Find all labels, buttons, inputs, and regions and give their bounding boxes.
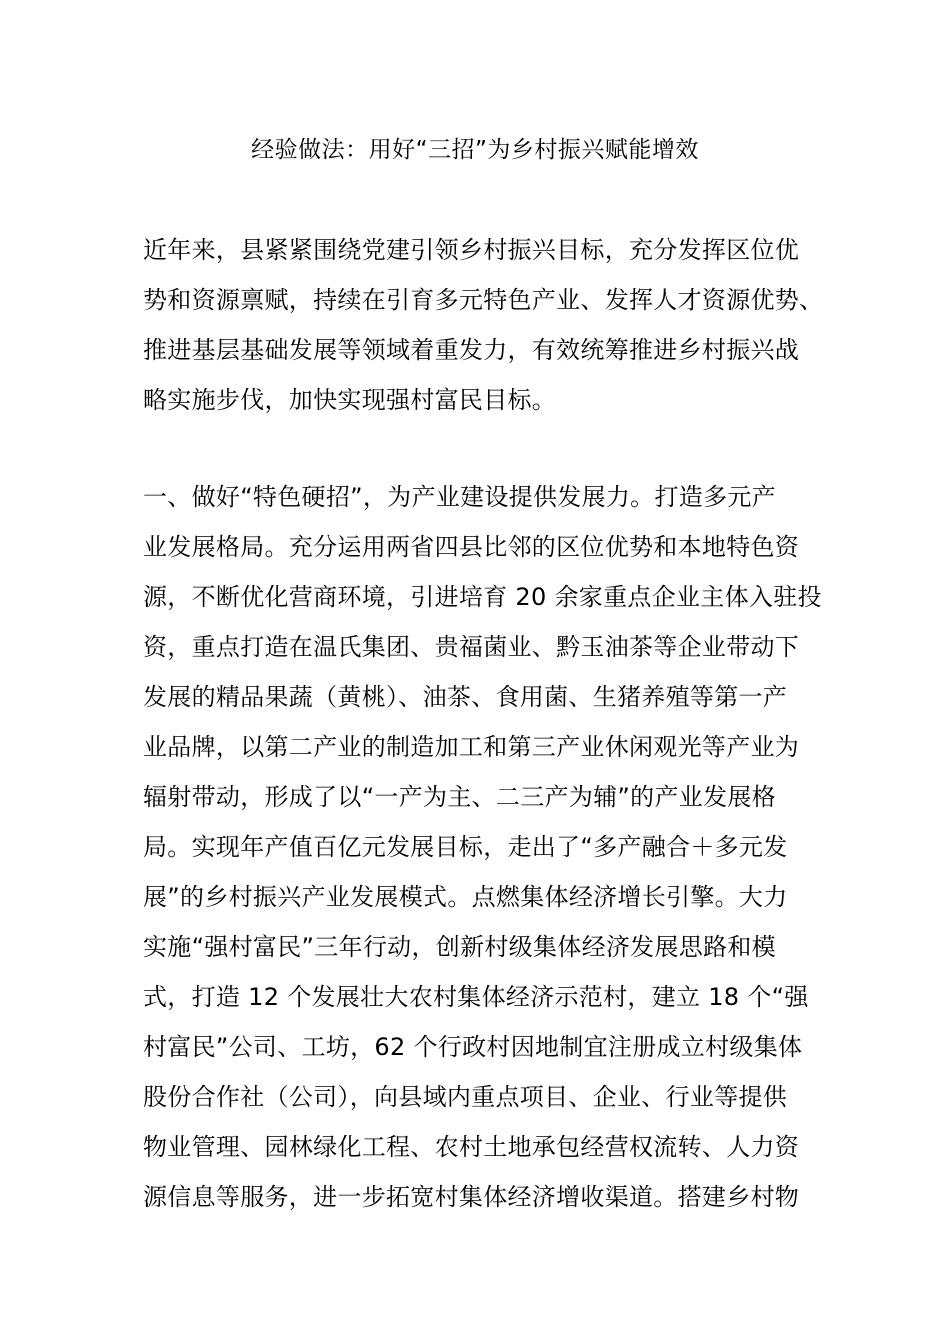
section-one-paragraph [143, 472, 823, 1222]
text-line: 展”的乡村振兴产业发展模式。点燃集体经济增长引擎。大力 [143, 883, 788, 911]
text-line: 近年来，县紧紧围绕党建引领乡村振兴目标，充分发挥区位优 [143, 236, 800, 264]
text-line: 业发展格局。充分运用两省四县比邻的区位优势和本地特色资 [143, 533, 800, 561]
text-line: 业品牌，以第二产业的制造加工和第三产业休闲观光等产业为 [143, 733, 800, 761]
text-line: 实施“强村富民”三年行动，创新村级集体经济发展思路和模 [143, 933, 776, 961]
document-title: 经验做法：用好“三招”为乡村振兴赋能增效 [251, 137, 699, 163]
text-line: 推进基层基础发展等领域着重发力，有效统筹推进乡村振兴战 [143, 336, 800, 364]
text-line: 局。实现年产值百亿元发展目标，走出了“多产融合＋多元发 [143, 833, 788, 861]
text-line: 势和资源禀赋，持续在引育多元特色产业、发挥人才资源优势、 [143, 286, 824, 314]
text-line: 略实施步伐，加快实现强村富民目标。 [143, 386, 557, 414]
text-line: 发展的精品果蔬（黄桃）、油茶、食用菌、生猪养殖等第一产 [143, 683, 788, 711]
text-line: 一、做好“特色硬招”，为产业建设提供发展力。打造多元产 [143, 483, 776, 511]
intro-paragraph [143, 225, 823, 425]
text-line: 村富民”公司、工坊，62 个行政村因地制宜注册成立村级集体 [143, 1033, 803, 1061]
text-line: 式，打造 12 个发展壮大农村集体经济示范村，建立 18 个“强 [143, 983, 809, 1011]
text-line: 资，重点打造在温氏集团、贵福菌业、黔玉油茶等企业带动下 [143, 633, 800, 661]
text-line: 源，不断优化营商环境，引进培育 20 余家重点企业主体入驻投 [143, 583, 822, 611]
text-line: 源信息等服务，进一步拓宽村集体经济增收渠道。搭建乡村物 [143, 1183, 800, 1211]
text-line: 物业管理、园林绿化工程、农村土地承包经营权流转、人力资 [143, 1133, 800, 1161]
text-line: 股份合作社（公司），向县域内重点项目、企业、行业等提供 [143, 1083, 788, 1111]
text-line: 辐射带动，形成了以“一产为主、二三产为辅”的产业发展格 [143, 783, 776, 811]
